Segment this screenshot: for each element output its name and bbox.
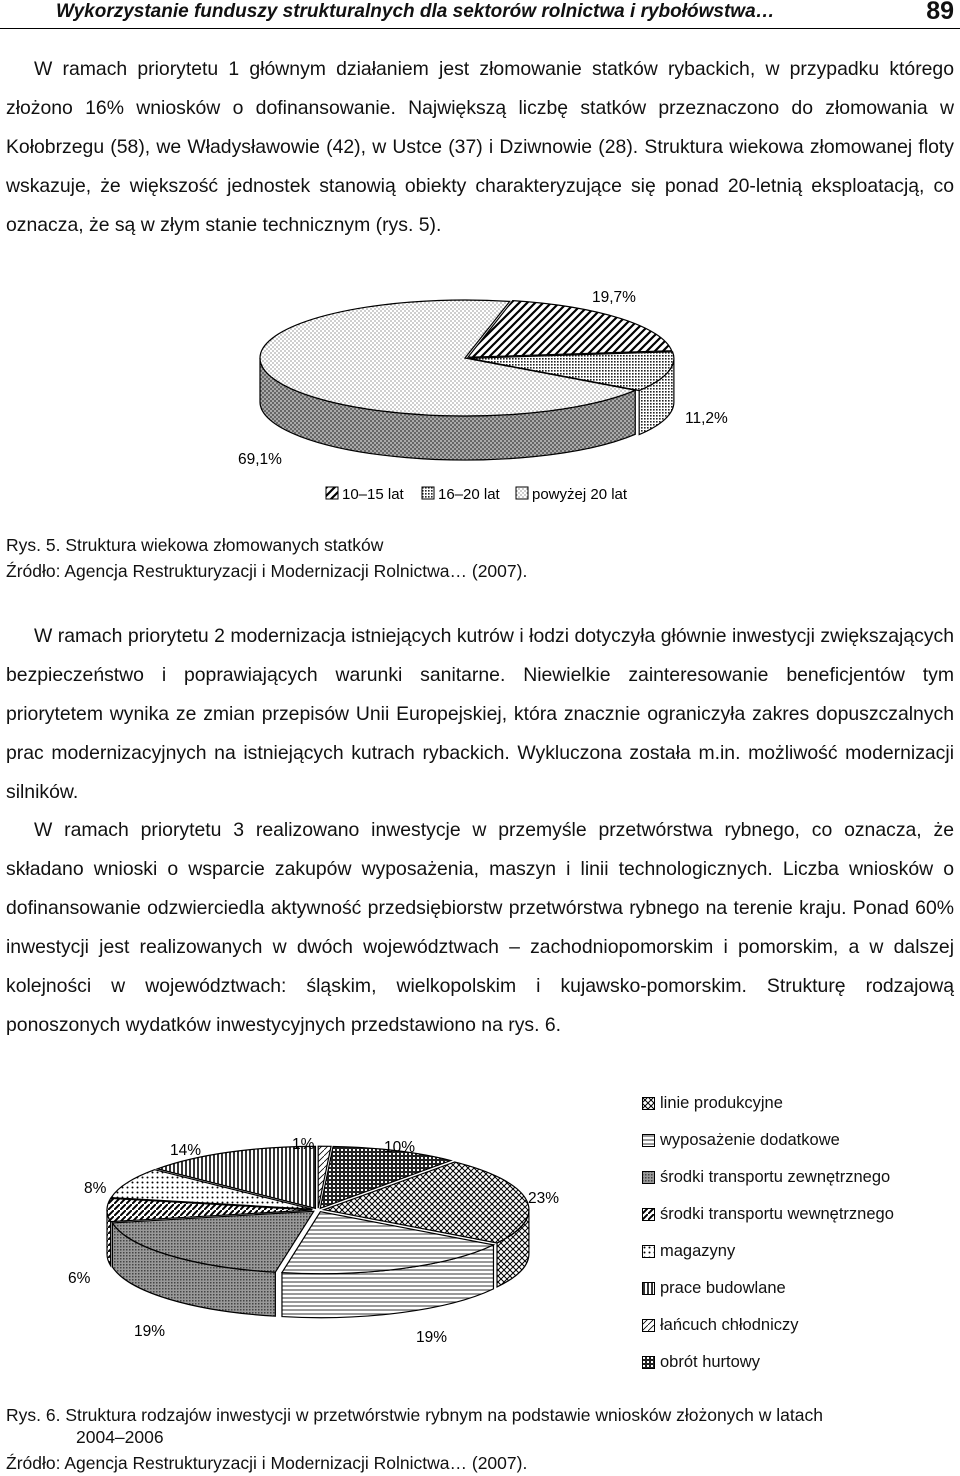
legend-swatch-icon: [642, 1208, 655, 1221]
figure5-legend-label-10-15: 10–15 lat: [342, 486, 404, 503]
figure6-pie-chart: [60, 1120, 580, 1360]
figure5-slices: [260, 300, 674, 460]
figure6-label-1: 1%: [292, 1136, 315, 1153]
legend-swatch-icon: [642, 1245, 655, 1258]
running-title: Wykorzystanie funduszy strukturalnych dla sektorów rolnictwa i rybołówstwa…: [56, 1, 775, 22]
paragraph-priority-3: W ramach priorytetu 3 realizowano inwestycje w przemyśle przetwórstwa rybnego, co oznacza, że składano wnioski o wsparcie zakupów wyposażenia, maszyn i linii technologicznych. Liczba wniosków o dofinansowanie odzwierciedla aktywność przedsiębiorstw przetwórstwa rybnego na terenie kraju. Ponad 60% inwestycji jest realizowanych w dwóch województwach – zachodniopomorskim i pomorskim, a w dalszej kolejności w województwach: śląskim, wielkopolskim i kujawsko-pomorskim. Strukturę rodzajową ponoszonych wydatków inwestycyjnych przedstawiono na rys. 6.: [6, 819, 954, 1036]
figure5-label-19-7: 19,7%: [592, 289, 636, 306]
figure6-label-19-left: 19%: [134, 1323, 166, 1340]
figure6-legend-label: łańcuch chłodniczy: [660, 1316, 799, 1334]
figure5-legend-item-16-20: [422, 486, 501, 503]
figure6-legend-label: prace budowlane: [660, 1279, 786, 1297]
figure6-caption: [6, 1404, 956, 1448]
figure5-source: Źródło: Agencja Restrukturyzacji i Modernizacji Rolnictwa… (2007).: [6, 561, 528, 581]
figure5-legend: [326, 486, 628, 503]
legend-swatch-icon: [642, 1356, 655, 1369]
figure6-caption-line2: 2004–2006: [76, 1427, 164, 1447]
figure5-caption: Rys. 5. Struktura wiekowa złomowanych statków: [6, 535, 384, 555]
running-header: [0, 0, 960, 29]
page-number: 89: [926, 0, 954, 25]
legend-swatch-icon: [642, 1319, 655, 1332]
legend-swatch-icon: [642, 1282, 655, 1295]
figure6-legend-label: linie produkcyjne: [660, 1094, 783, 1112]
figure6-source: Źródło: Agencja Restrukturyzacji i Modernizacji Rolnictwa… (2007).: [6, 1453, 528, 1473]
figure6-legend-label: magazyny: [660, 1242, 736, 1260]
figure6-legend-label: wyposażenie dodatkowe: [660, 1131, 840, 1149]
figure5-legend-item-10-15: [326, 486, 405, 503]
figure6-label-6: 6%: [68, 1270, 91, 1287]
legend-swatch-icon: [642, 1097, 655, 1110]
legend-swatch-icon: [642, 1171, 655, 1184]
figure6-label-10: 10%: [384, 1139, 416, 1156]
figure6-label-8: 8%: [84, 1180, 107, 1197]
figure6-label-14: 14%: [170, 1142, 202, 1159]
figure5-label-69-1: 69,1%: [238, 451, 282, 468]
figure6-legend-label: środki transportu wewnętrznego: [660, 1205, 894, 1223]
paragraph-priority-2: W ramach priorytetu 2 modernizacja istniejących kutrów i łodzi dotyczyła głównie inwestycji zwiększających bezpieczeństwo i poprawiających warunki sanitarne. Niewielkie zainteresowanie beneficjentów tym priorytetem wynika ze zmian przepisów Unii Europejskiej, która znacznie ograniczyła zakres dopuszczalnych prac modernizacyjnych na istniejących kutrach rybackich. Wykluczona została m.in. możliwość modernizacji silników.: [6, 625, 954, 803]
figure5-legend-item-over-20: [516, 486, 628, 503]
figure6-slices: [107, 1146, 529, 1317]
figure6-legend-label: środki transportu zewnętrznego: [660, 1168, 891, 1186]
paragraph-priority-1: W ramach priorytetu 1 głównym działaniem jest złomowanie statków rybackich, w przypadku którego złożono 16% wniosków o dofinansowanie. Największą liczbę statków przeznaczono do złomowania w Kołobrzegu (58), we Władysławowie (42), w Ustce (37) i Dziwnowie (28). Struktura wiekowa złomowanej floty wskazuje, że większość jednostek stanowią obiekty charakteryzujące się ponad 20-letnią eksploatacją, co oznacza, że są w złym stanie technicznym (rys. 5).: [6, 58, 954, 236]
figure6-label-19-right: 19%: [416, 1329, 448, 1346]
legend-swatch-icon: [642, 1134, 655, 1147]
figure5-pie-chart: [230, 280, 750, 520]
figure5-label-11-2: 11,2%: [685, 410, 728, 427]
figure6-caption-line1: Rys. 6. Struktura rodzajów inwestycji w przetwórstwie rybnym na podstawie wniosków złożonych w latach: [6, 1405, 823, 1425]
figure5-legend-label-over-20: powyżej 20 lat: [532, 486, 628, 503]
figure5-legend-label-16-20: 16–20 lat: [438, 486, 500, 503]
figure6-label-23: 23%: [528, 1190, 560, 1207]
figure6-legend-label: obrót hurtowy: [660, 1353, 760, 1371]
